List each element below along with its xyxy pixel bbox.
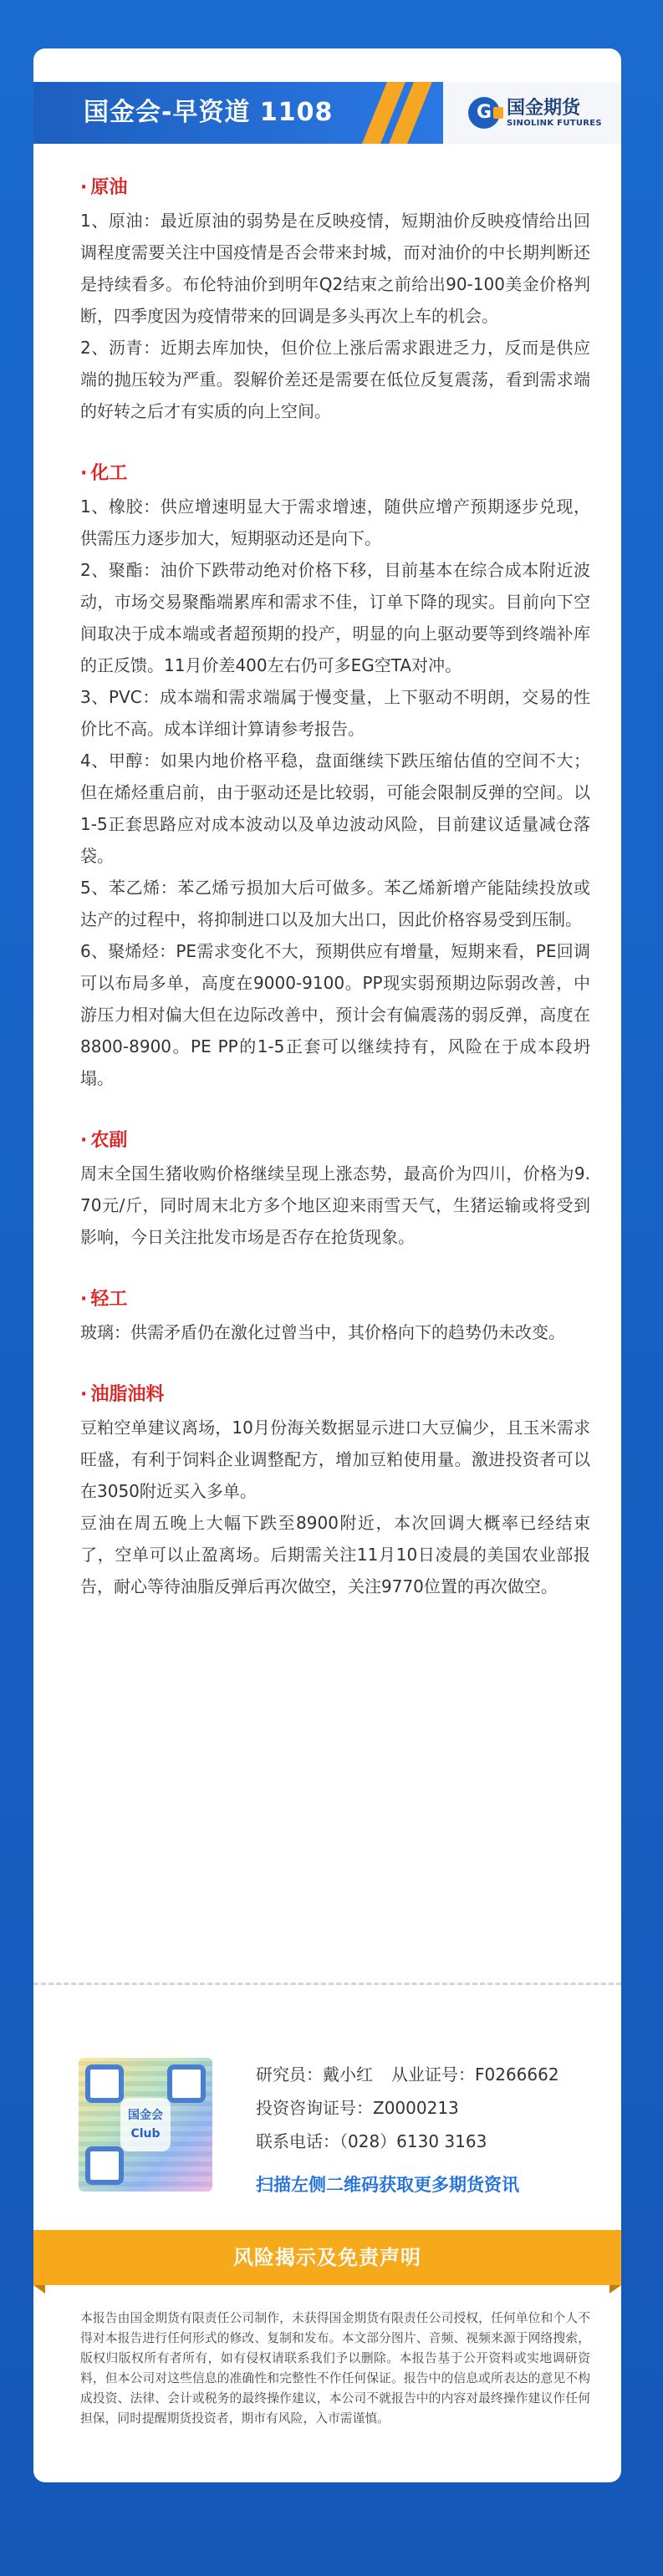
paragraph: 5、苯乙烯：苯乙烯亏损加大后可做多。苯乙烯新增产能陆续投放或达产的过程中，将抑制进口以及加大出口，因此价格容易受到压制。 bbox=[80, 878, 590, 929]
section-title: 化工 bbox=[90, 463, 128, 484]
qr-finder-icon bbox=[85, 2064, 124, 2103]
section-title: 原油 bbox=[90, 177, 128, 198]
section-agricultural bbox=[80, 1124, 590, 1253]
paragraph: 玻璃：供需矛盾仍在激化过曾当中，其价格向下的趋势仍未改变。 bbox=[80, 1322, 565, 1342]
paragraph: 4、甲醇：如果内地价格平稳，盘面继续下跌压缩估值的空间不大；但在烯烃重启前，由于驱动还是比较弱，可能会限制反弹的空间。以1-5正套思路应对成本波动以及单边波动风险，目前建议适量减仓落袋。 bbox=[80, 751, 590, 866]
phone-label: 联系电话： bbox=[256, 2131, 339, 2151]
advisory-number: Z0000213 bbox=[373, 2098, 459, 2118]
paragraph: 2、聚酯：油价下跌带动绝对价格下移，目前基本在综合成本附近波动，市场交易聚酯端累库和需求不佳，订单下降的现实。目前向下空间取决于成本端或者超预期的投产，明显的向上驱动要等到终端补库的正反馈。11月价差400左右仍可多EG空TA对冲。 bbox=[80, 560, 590, 675]
section-light-industry bbox=[80, 1283, 590, 1348]
researcher-label: 研究员： bbox=[256, 2064, 323, 2085]
paragraph: 6、聚烯烃：PE需求变化不大，预期供应有增量，短期来看，PE回调可以布局多单，高度在9000-9100。PP现实弱预期边际弱改善，中游压力相对偏大但在边际改善中，预计会有偏震荡的弱反弹，高度在8800-8900。PE PP的1-5正套可以继续持有，风险在于成本段坍塌。 bbox=[80, 941, 590, 1088]
section-chemical bbox=[80, 457, 590, 1094]
bullet-icon: · bbox=[80, 463, 88, 484]
paragraph: 1、原油：最近原油的弱势是在反映疫情，短期油价反映疫情给出回调程度需要关注中国疫情是否会带来封城，而对油价的中长期判断还是持续看多。布伦特油价到明年Q2结束之前给出90-100美金价格判断，四季度因为疫情带来的回调是多头再次上车的机会。 bbox=[80, 211, 590, 326]
page-title: 国金会-早资道 1108 bbox=[84, 98, 334, 127]
paragraph: 周末全国生猪收购价格继续呈现上涨态势，最高价为四川，价格为9.70元/斤，同时周末北方多个地区迎来雨雪天气，生猪运输或将受到影响，今日关注批发市场是否存在抢货现象。 bbox=[80, 1163, 590, 1247]
license-number: F0266662 bbox=[475, 2064, 559, 2085]
bullet-icon: · bbox=[80, 1289, 88, 1310]
section-oils-oilseeds bbox=[80, 1378, 590, 1602]
license-label: 从业证号： bbox=[391, 2064, 475, 2085]
risk-title: 风险揭示及免责声明 bbox=[233, 2246, 421, 2269]
phone-number[interactable]: （028）6130 3163 bbox=[339, 2131, 487, 2151]
paragraph: 豆粕空单建议离场，10月份海关数据显示进口大豆偏少，且玉米需求旺盛，有利于饲料企业调整配方，增加豆粕使用量。激进投资者可以在3050附近买入多单。 bbox=[80, 1418, 590, 1501]
logo-text-en: SINOLINK FUTURES bbox=[507, 119, 602, 128]
bullet-icon: · bbox=[80, 1384, 88, 1405]
paragraph: 1、橡胶：供应增速明显大于需求增速，随供应增产预期逐步兑现，供需压力逐步加大，短期驱动还是向下。 bbox=[80, 496, 590, 548]
sinolink-logo-icon: G bbox=[468, 97, 500, 129]
qr-finder-icon bbox=[167, 2064, 206, 2103]
report-content bbox=[80, 171, 590, 1602]
contact-info bbox=[256, 2058, 607, 2219]
section-crude-oil bbox=[80, 171, 590, 427]
bullet-icon: · bbox=[80, 177, 88, 198]
paragraph: 2、沥青：近期去库加快，但价位上涨后需求跟进乏力，反而是供应端的抛压较为严重。裂解价差还是需要在低位反复震荡，看到需求端的好转之后才有实质的向上空间。 bbox=[80, 338, 590, 421]
qr-center-label: 国金会 Club bbox=[120, 2098, 171, 2151]
disclaimer-text: 本报告由国金期货有限责任公司制作，未获得国金期货有限责任公司授权，任何单位和个人不得对本报告进行任何形式的修改、复制和发布。本文部分图片、音频、视频来源于网络搜索，版权归版权所有者所有，如有侵权请联系我们予以删除。本报告基于公开资料或实地调研资料，但本公司对这些信息的准确性和完整性不作任何保证。报告中的信息或所表达的意见不构成投资、法律、会计或税务的最终操作建议，本公司不就报告中的内容对最终操作建议作任何担保，同时提醒期货投资者，期市有风险，入市需谨慎。 bbox=[80, 2311, 590, 2426]
paragraph: 3、PVC：成本端和需求端属于慢变量，上下驱动不明朗，交易的性价比不高。成本详细计算请参考报告。 bbox=[80, 687, 590, 739]
researcher-name: 戴小红 bbox=[323, 2064, 373, 2085]
logo-text-cn: 国金期货 bbox=[507, 98, 581, 119]
advisory-label: 投资咨询证号： bbox=[256, 2098, 373, 2118]
section-title: 农副 bbox=[90, 1130, 128, 1151]
section-title: 轻工 bbox=[90, 1289, 128, 1310]
paragraph: 豆油在周五晚上大幅下跌至8900附近，本次回调大概率已经结束了，空单可以止盈离场。后期需关注11月10日凌晨的美国农业部报告，耐心等待油脂反弹后再次做空，关注9770位置的再次做空。 bbox=[80, 1513, 590, 1596]
qr-finder-icon bbox=[85, 2146, 124, 2185]
qr-code[interactable] bbox=[79, 2058, 212, 2192]
section-divider bbox=[33, 1983, 621, 1985]
scan-qr-hint: 扫描左侧二维码获取更多期货资讯 bbox=[256, 2175, 519, 2195]
section-title: 油脂油料 bbox=[90, 1384, 165, 1405]
bullet-icon: · bbox=[80, 1130, 88, 1151]
risk-disclosure-bar bbox=[33, 2230, 621, 2285]
